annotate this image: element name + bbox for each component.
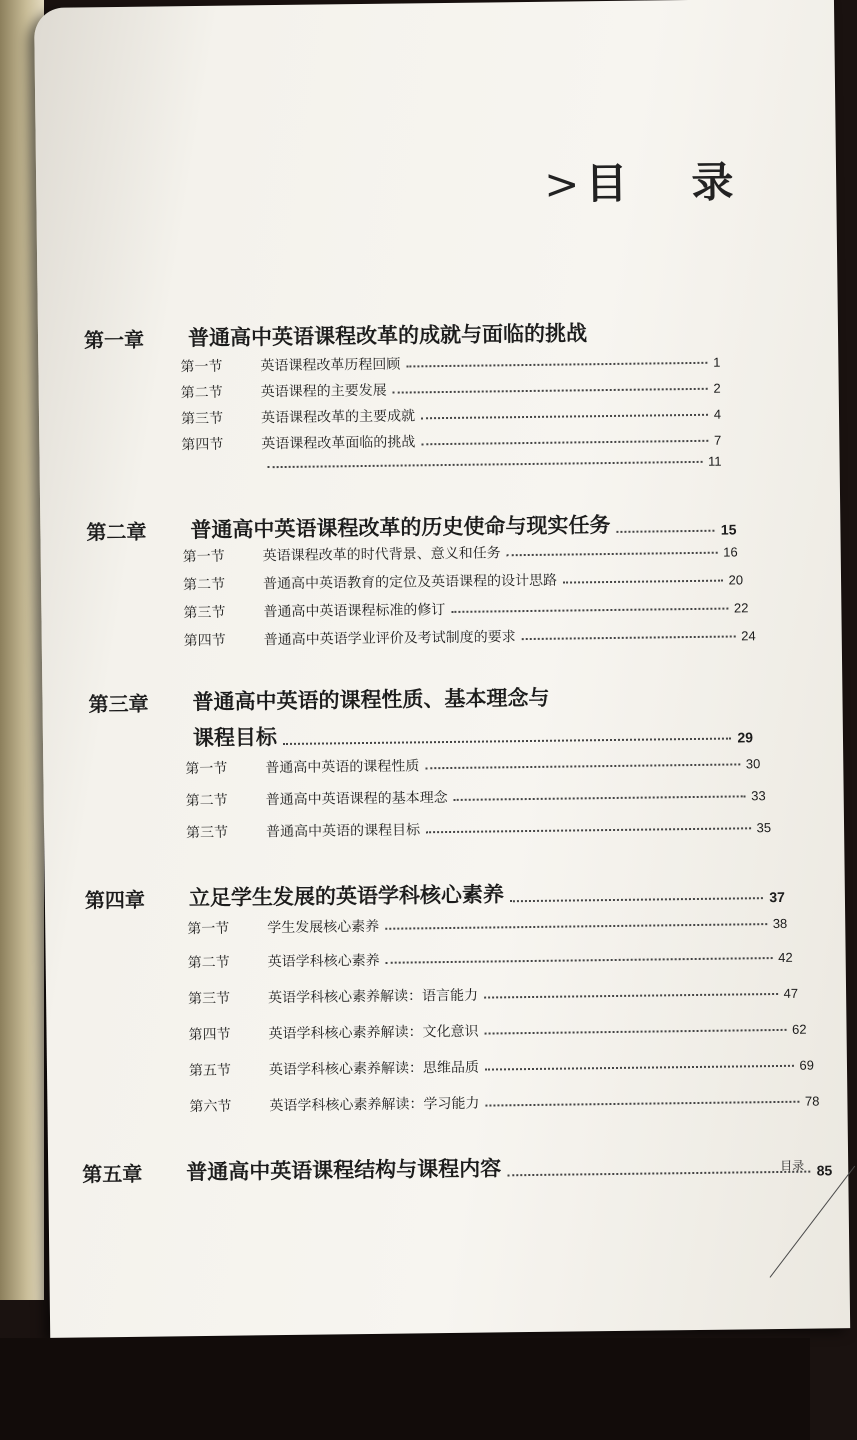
section-title: 普通高中英语教育的定位及英语课程的设计思路	[262, 572, 558, 593]
section-title: 普通高中英语课程标准的修订	[263, 602, 446, 621]
page-number: 16	[723, 544, 738, 560]
leader-dots	[268, 461, 702, 468]
page-title	[544, 149, 738, 211]
background-table	[0, 1338, 810, 1440]
leader-dots	[283, 738, 731, 745]
leader-dots	[425, 763, 740, 769]
title-char-1: 目	[585, 158, 632, 209]
leader-dots	[507, 552, 718, 557]
leader-dots	[426, 827, 751, 833]
leader-dots	[406, 362, 707, 368]
section-label: 第二节	[187, 954, 230, 972]
section-label: 第六节	[189, 1098, 232, 1116]
leader-dots	[510, 897, 763, 902]
toc-section-1-5[interactable]	[182, 454, 722, 476]
section-title: 英语学科核心素养解读：文化意识	[268, 1023, 479, 1043]
chapter-title: 普通高中英语课程结构与课程内容	[186, 1155, 502, 1185]
chapter-label: 第五章	[82, 1161, 143, 1187]
leader-dots	[485, 1029, 787, 1035]
leader-dots	[386, 957, 773, 964]
page-number: 22	[733, 600, 749, 616]
page-number: 20	[728, 572, 744, 588]
chapter-label: 第四章	[84, 887, 146, 913]
section-title: 英语学科核心素养解读：思维品质	[268, 1059, 480, 1079]
section-title: 普通高中英语的课程目标	[265, 822, 421, 841]
leader-dots	[507, 1171, 810, 1177]
corner-decoration-line	[770, 1166, 856, 1278]
section-title: 英语课程改革面临的挑战	[261, 434, 416, 453]
toc-section-1-3[interactable]	[181, 402, 721, 429]
leader-dots	[421, 414, 708, 420]
page-number: 42	[778, 949, 793, 965]
toc-section-3-1[interactable]	[185, 751, 760, 778]
chapter-label: 第一章	[83, 327, 145, 353]
title-char-2: 录	[691, 157, 738, 207]
toc-section-2-3[interactable]	[183, 595, 748, 622]
leader-dots	[616, 530, 714, 533]
toc-section-3-3[interactable]	[186, 815, 771, 842]
section-label: 第一节	[182, 548, 225, 566]
page-number: 35	[756, 820, 772, 836]
page-number: 85	[816, 1162, 833, 1179]
toc-chapter-3[interactable]	[88, 679, 738, 717]
section-label: 第二节	[180, 384, 223, 402]
page-number: 78	[804, 1093, 820, 1109]
toc-section-4-3[interactable]	[188, 981, 798, 1008]
leader-dots	[485, 1101, 799, 1107]
section-title: 普通高中英语学业评价及考试制度的要求	[263, 629, 516, 649]
page-number: 38	[772, 915, 788, 932]
section-label: 第四节	[183, 632, 226, 650]
leader-dots	[393, 388, 708, 394]
toc-section-4-1[interactable]	[187, 911, 787, 938]
leader-dots	[522, 635, 736, 640]
book-page	[34, 0, 850, 1338]
chapter-title: 普通高中英语的课程性质、基本理念与	[192, 684, 550, 715]
section-label: 第四节	[188, 1026, 231, 1044]
section-title: 英语学科核心素养解读：学习能力	[269, 1095, 480, 1115]
section-title: 英语课程改革的时代背景、意义和任务	[262, 545, 501, 565]
leader-dots	[451, 608, 728, 613]
section-label: 第一节	[185, 760, 228, 778]
page-number: 33	[751, 788, 766, 804]
toc-section-2-2[interactable]	[183, 567, 743, 594]
toc-chapter-3-line2[interactable]	[193, 715, 753, 752]
page-number: 4	[713, 406, 722, 422]
section-label: 第一节	[180, 358, 223, 376]
toc-section-4-4[interactable]	[188, 1017, 806, 1045]
chapter-label: 第二章	[86, 519, 147, 545]
section-label: 第二节	[185, 792, 228, 810]
section-label: 第二节	[182, 576, 226, 594]
chapter-title: 普通高中英语课程改革的成就与面临的挑战	[187, 320, 588, 351]
section-label: 第三节	[188, 990, 231, 1008]
section-title: 英语课程的主要发展	[260, 382, 387, 401]
section-label: 第三节	[183, 604, 226, 622]
section-label: 第三节	[185, 824, 229, 842]
toc-section-4-2[interactable]	[188, 945, 793, 972]
page-number: 37	[769, 888, 786, 906]
page-number: 47	[783, 985, 799, 1001]
section-label: 第三节	[180, 410, 224, 428]
toc-section-1-1[interactable]	[180, 350, 720, 377]
page-number: 7	[714, 432, 722, 448]
toc-chapter-4[interactable]	[85, 875, 785, 914]
page-number: 69	[799, 1057, 815, 1073]
chapter-title: 立足学生发展的英语学科核心素养	[188, 881, 505, 911]
section-label: 第四节	[181, 436, 224, 454]
section-title: 英语学科核心素养	[267, 952, 380, 971]
leader-dots	[484, 993, 778, 999]
section-title: 普通高中英语的课程性质	[265, 758, 420, 777]
page-number: 1	[713, 354, 721, 370]
leader-dots	[454, 795, 746, 801]
section-title: 学生发展核心素养	[267, 918, 380, 937]
chapter-title: 普通高中英语课程改革的历史使命与现实任务	[190, 511, 611, 543]
page-number: 15	[720, 521, 737, 538]
toc-section-4-6[interactable]	[189, 1088, 819, 1116]
toc-section-1-2[interactable]	[181, 376, 721, 403]
toc-section-2-1[interactable]	[183, 539, 738, 566]
toc-section-3-2[interactable]	[186, 783, 766, 810]
section-title: 英语课程改革的主要成就	[260, 408, 416, 427]
chapter-label: 第三章	[88, 691, 149, 717]
page-number: 2	[713, 380, 721, 396]
section-title: 普通高中英语课程的基本理念	[265, 790, 448, 809]
section-label	[182, 474, 262, 475]
running-footer-label: 目录	[780, 1158, 805, 1173]
page-number: 29	[737, 729, 754, 746]
chapter-title-continued: 课程目标	[192, 724, 278, 751]
section-title: 英语学科核心素养解读：语言能力	[268, 987, 479, 1007]
leader-dots	[385, 923, 767, 930]
page-number: 62	[791, 1021, 807, 1037]
toc-chapter-1[interactable]	[84, 316, 724, 354]
title-arrow: >	[543, 159, 584, 209]
toc-chapter-5[interactable]	[82, 1148, 832, 1187]
toc-section-2-4[interactable]	[184, 623, 756, 650]
section-label: 第一节	[187, 920, 230, 938]
page-number: 24	[741, 628, 756, 644]
leader-dots	[421, 440, 708, 446]
leader-dots	[563, 580, 723, 584]
toc-section-4-5[interactable]	[189, 1053, 814, 1081]
page-number: 11	[707, 453, 722, 469]
section-title: 英语课程改革历程回顾	[260, 356, 401, 375]
section-label: 第五节	[188, 1062, 232, 1080]
leader-dots	[485, 1065, 794, 1071]
toc-section-1-4[interactable]	[181, 428, 721, 455]
page-number: 30	[745, 756, 761, 772]
